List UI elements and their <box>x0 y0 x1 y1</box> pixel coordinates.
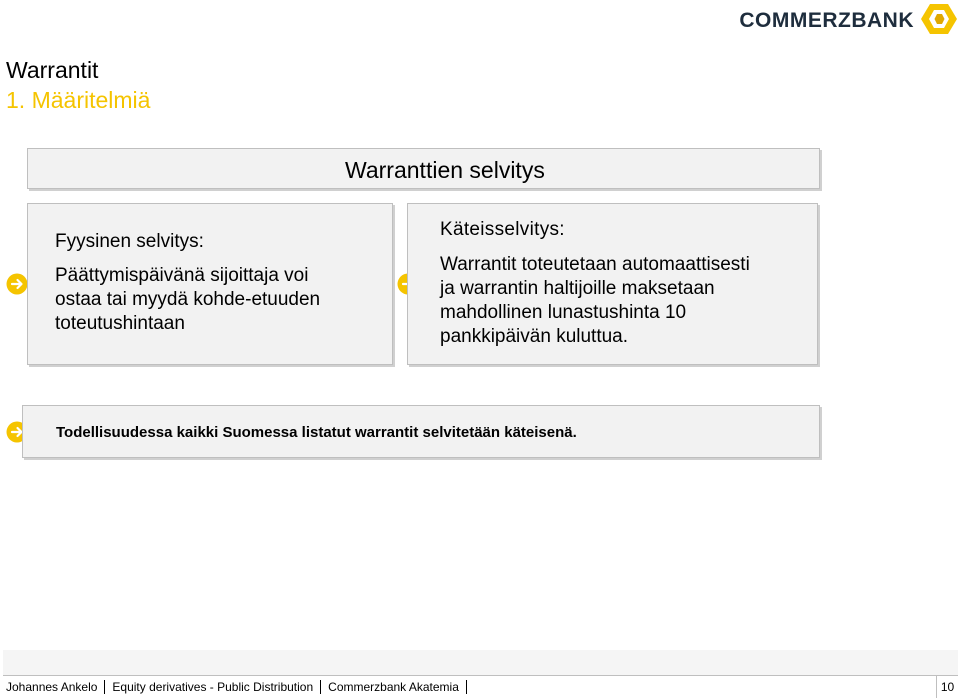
page-subtitle: 1. Määritelmiä <box>6 87 151 113</box>
physical-settlement-text <box>55 264 375 336</box>
commerzbank-ribbon-icon <box>920 2 958 36</box>
note-box <box>22 405 820 458</box>
commerzbank-logo <box>739 2 958 36</box>
physical-line: Päättymispäivänä sijoittaja voi <box>55 265 309 286</box>
cash-line: mahdollinen lunastushinta 10 <box>440 302 687 323</box>
physical-line: ostaa tai myydä kohde-etuuden <box>55 289 321 310</box>
cash-line: ja warrantin haltijoille maksetaan <box>440 278 715 299</box>
footer-organization: Commerzbank Akatemia <box>321 680 467 694</box>
footer-background <box>3 650 958 678</box>
physical-settlement-heading: Fyysinen selvitys: <box>55 231 204 252</box>
cash-line: Warrantit toteutetaan automaattisesti <box>440 254 750 275</box>
footer <box>3 675 958 697</box>
logo-text: COMMERZBANK <box>739 9 914 32</box>
footer-author: Johannes Ankelo <box>3 680 105 694</box>
physical-settlement-box <box>27 203 393 365</box>
cash-line: pankkipäivän kuluttua. <box>440 326 629 347</box>
note-text: Todellisuudessa kaikki Suomessa listatut warrantit selvitetään käteisenä. <box>56 424 577 441</box>
cash-settlement-box <box>407 203 818 365</box>
arrow-right-circle-icon <box>5 272 29 296</box>
section-title: Warranttien selvitys <box>345 157 545 183</box>
cash-settlement-heading: Käteisselvitys: <box>440 219 565 240</box>
page-title: Warrantit <box>6 57 99 83</box>
page-number: 10 <box>936 676 958 698</box>
physical-line: toteutushintaan <box>55 313 185 334</box>
footer-topic: Equity derivatives - Public Distribution <box>105 680 321 694</box>
cash-settlement-text <box>440 253 815 349</box>
section-title-box <box>27 148 820 189</box>
